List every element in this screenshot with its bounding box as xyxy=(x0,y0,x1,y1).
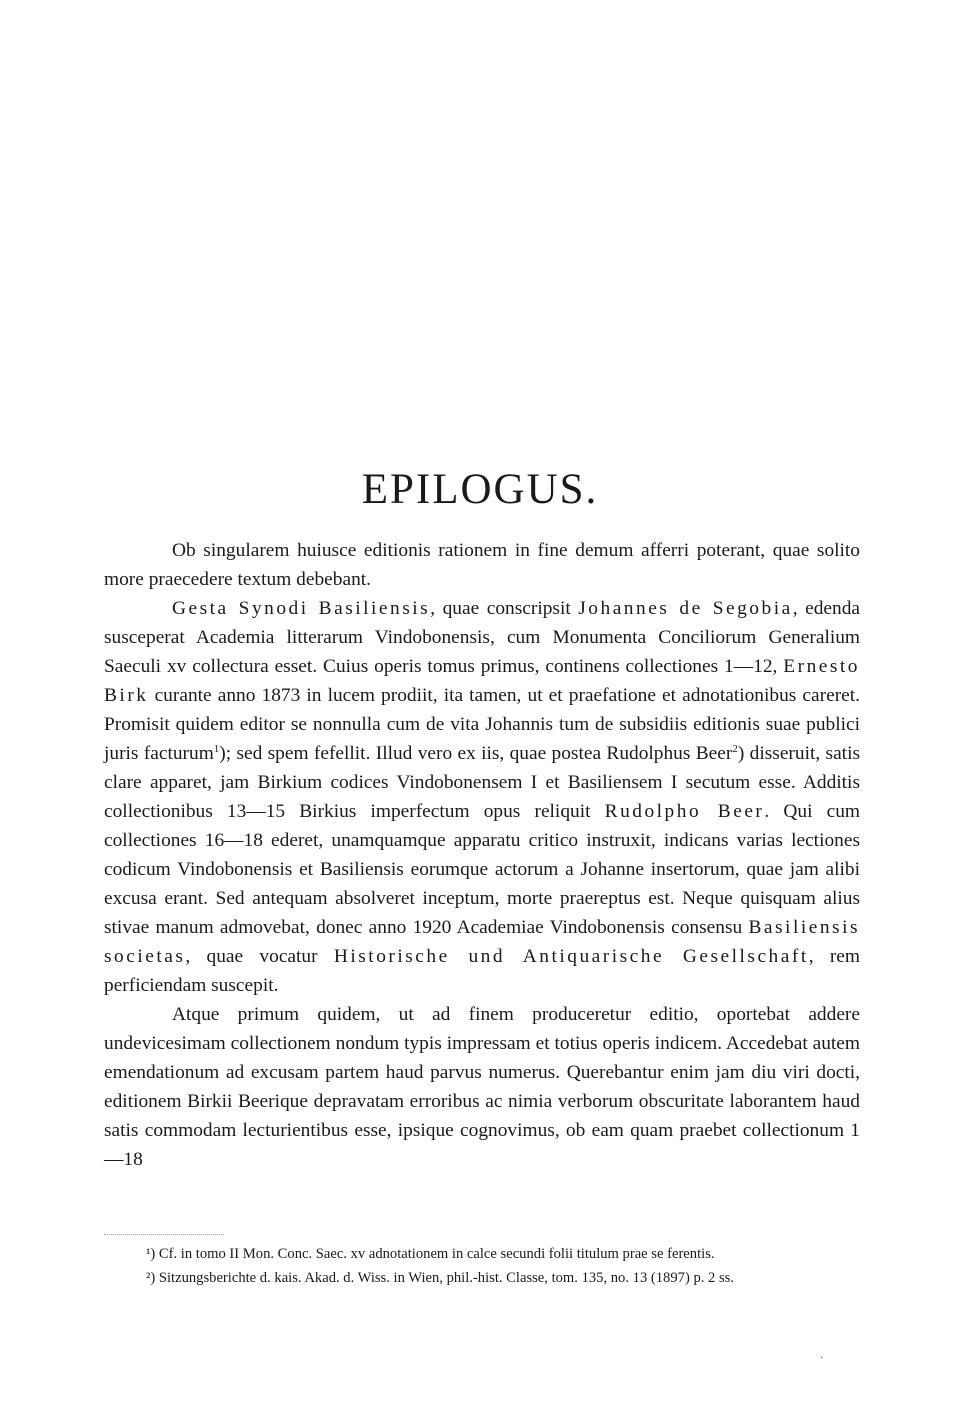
footnotes xyxy=(104,1242,860,1290)
main-text xyxy=(104,536,860,1174)
spaced-editor-name: Ernesto Birk xyxy=(104,656,860,706)
paragraph-1: Ob singularem huiusce editionis rationem in fine demum afferri poterant, quae solito more praecedere textum debebant. xyxy=(104,540,860,590)
spaced-author-name: Johannes de Segobia xyxy=(578,598,793,619)
spaced-society-title: Historische und Antiquarische Gesellschaft xyxy=(333,946,809,967)
footnote-divider xyxy=(104,1234,224,1235)
footnote-ref-2: 2 xyxy=(732,743,738,755)
footnote-ref-1: 1 xyxy=(213,743,220,755)
page-title: EPILOGUS. xyxy=(361,466,599,513)
paragraph-3: Atque primum quidem, ut ad finem produceretur editio, oportebat addere undevicesimam collectionem nondum typis impressam et totius operis indicem. Accedebat autem emendationum ad excusam partem haud parvus numerus. Querebantur enim jam diu viri docti, editionem Birkii Beerique depravatam erroribus ac nimia verborum obscuritate laborantem haud satis commodam lecturientibus esse, ipsique cognovimus, ob eam quam praebet collectionum 1—18 xyxy=(104,1004,860,1170)
footnote-2: ²) Sitzungsberichte d. kais. Akad. d. Wiss. in Wien, phil.-hist. Classe, tom. 135, no. 13 (1897) p. 2 ss. xyxy=(146,1270,734,1286)
print-mark: · xyxy=(820,1353,824,1364)
spaced-title: Gesta Synodi Basiliensis xyxy=(172,598,431,619)
spaced-society-name: Basiliensis societas xyxy=(104,917,860,967)
spaced-editor-name-2: Rudolpho Beer xyxy=(604,801,765,822)
paragraph-2: Gesta Synodi Basiliensis, quae conscripsit Johannes de Segobia, edenda susceperat Academia litterarum Vindobonensis, cum Monumenta Conciliorum Generalium Saeculi xv collectura esset. Cuius operis tomus primus, continens collectiones 1—12, Ernesto Birk curante anno 1873 in lucem prodiit, ita tamen, ut et praefatione et adnotationibus careret. Promisit quidem editor se nonnulla cum de vita Johannis tum de subsidiis editionis suae publici juris facturum$^1$); sed spem fefellit. Illud vero ex iis, quae postea Rudolphus Beer$^2$) disseruit, satis clare apparet, jam Birkium codices Vindobonensem I et Basiliensem I secutum esse. Additis collectionibus 13—15 Birkius imperfectum opus reliquit Rudolpho Beer. Qui cum collectiones 16—18 ederet, unamquamque apparatu critico instruxit, indicans varias lectiones codicum Vindobonensis et Basiliensis eorumque actorum a Johanne insertorum, quae jam alibi excusa erant. Sed antequam absolveret inceptum, morte praereptus est. Neque quisquam alius stivae manum admovebat, donec anno 1920 Academiae Vindobonensis consensu Basiliensis societas, quae vocatur Historische und Antiquarische Gesellschaft, rem perficiendam suscepit. xyxy=(104,598,861,996)
footnote-1: ¹) Cf. in tomo II Mon. Conc. Saec. xv adnotationem in calce secundi folii titulum prae se ferentis. xyxy=(146,1246,715,1262)
